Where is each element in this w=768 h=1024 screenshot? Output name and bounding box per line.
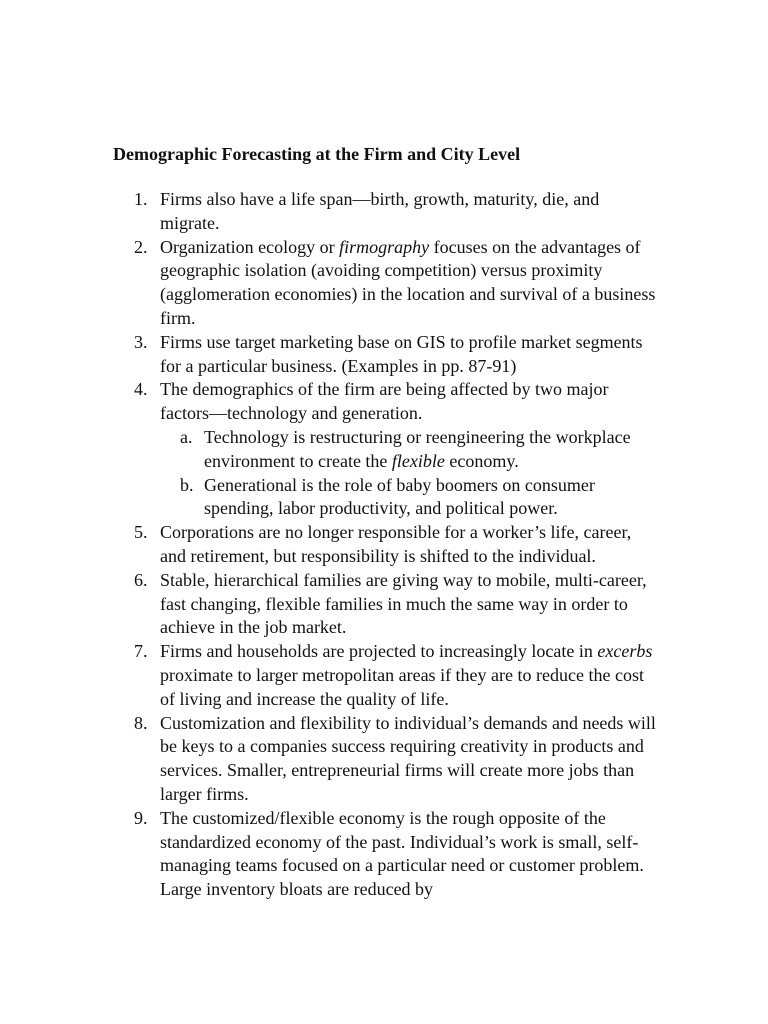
item-emphasis: firmography [339, 236, 430, 257]
item-text: Firms also have a life span—birth, growth, maturity, die, and migrate. [160, 189, 600, 233]
sub-list-item [160, 426, 660, 474]
item-text: Customization and flexibility to individual’s demands and needs will be keys to a companies success requiring creativity in products and services. Smaller, entrepreneurial firms will create more jobs than larger firms. [160, 712, 656, 804]
list-item [0, 236, 660, 331]
item-text: The customized/flexible economy is the rough opposite of the standardized economy of the past. Individual’s work is small, self-managing teams focused on a particular need or customer problem. Large inventory bloats are reduced by [160, 807, 644, 900]
list-item [0, 378, 660, 521]
item-text: The demographics of the firm are being affected by two major factors—technology and generation. [160, 379, 609, 424]
item-number: 5. [134, 522, 148, 543]
item-number: 4. [134, 379, 148, 400]
item-number: 6. [134, 569, 148, 590]
page-title: Demographic Forecasting at the Firm and City Level [113, 144, 521, 164]
item-text-before: Firms and households are projected to increasingly locate in [160, 641, 598, 662]
item-number: 7. [134, 641, 148, 662]
item-number: 3. [134, 331, 148, 352]
sub-list-item [160, 474, 660, 522]
item-number: 8. [134, 712, 148, 733]
list-item [0, 331, 660, 379]
list-item [0, 712, 660, 807]
sub-item-text-before: Technology is restructuring or reengineering the workplace environment to create the [204, 426, 631, 471]
item-number: 1. [134, 189, 148, 209]
sub-list [160, 426, 660, 521]
item-text: Firms use target marketing base on GIS to profile market segments for a particular business. (Examples in pp. 87-91) [160, 331, 643, 376]
list-item [0, 521, 660, 569]
item-text: Stable, hierarchical families are giving way to mobile, multi-career, fast changing, flexible families in much the same way in order to achieve in the job market. [160, 569, 647, 638]
list-item [0, 569, 660, 640]
item-emphasis: excerbs [597, 641, 653, 662]
item-text-after: proximate to larger metropolitan areas if they are to reduce the cost of living and increase the quality of life. [160, 664, 644, 709]
sub-item-emphasis: flexible [391, 450, 445, 471]
item-text-after: focuses on the advantages of geographic isolation (avoiding competition) versus proximity (agglomeration economies) in the location and survival of a business firm. [160, 236, 656, 328]
item-text-before: Organization ecology or [160, 236, 340, 257]
sub-item-letter: b. [180, 474, 194, 495]
sub-item-text-after: economy. [444, 450, 519, 471]
item-text: Corporations are no longer responsible for a worker’s life, career, and retirement, but responsibility is shifted to the individual. [160, 522, 632, 566]
list-item [0, 807, 660, 902]
list-item [0, 640, 660, 711]
numbered-list [0, 188, 768, 902]
sub-item-letter: a. [180, 426, 193, 447]
item-number: 9. [134, 807, 148, 828]
item-number: 2. [134, 236, 148, 257]
sub-item-text: Generational is the role of baby boomers on consumer spending, labor productivity, and political power. [204, 474, 595, 519]
list-item [0, 188, 660, 236]
